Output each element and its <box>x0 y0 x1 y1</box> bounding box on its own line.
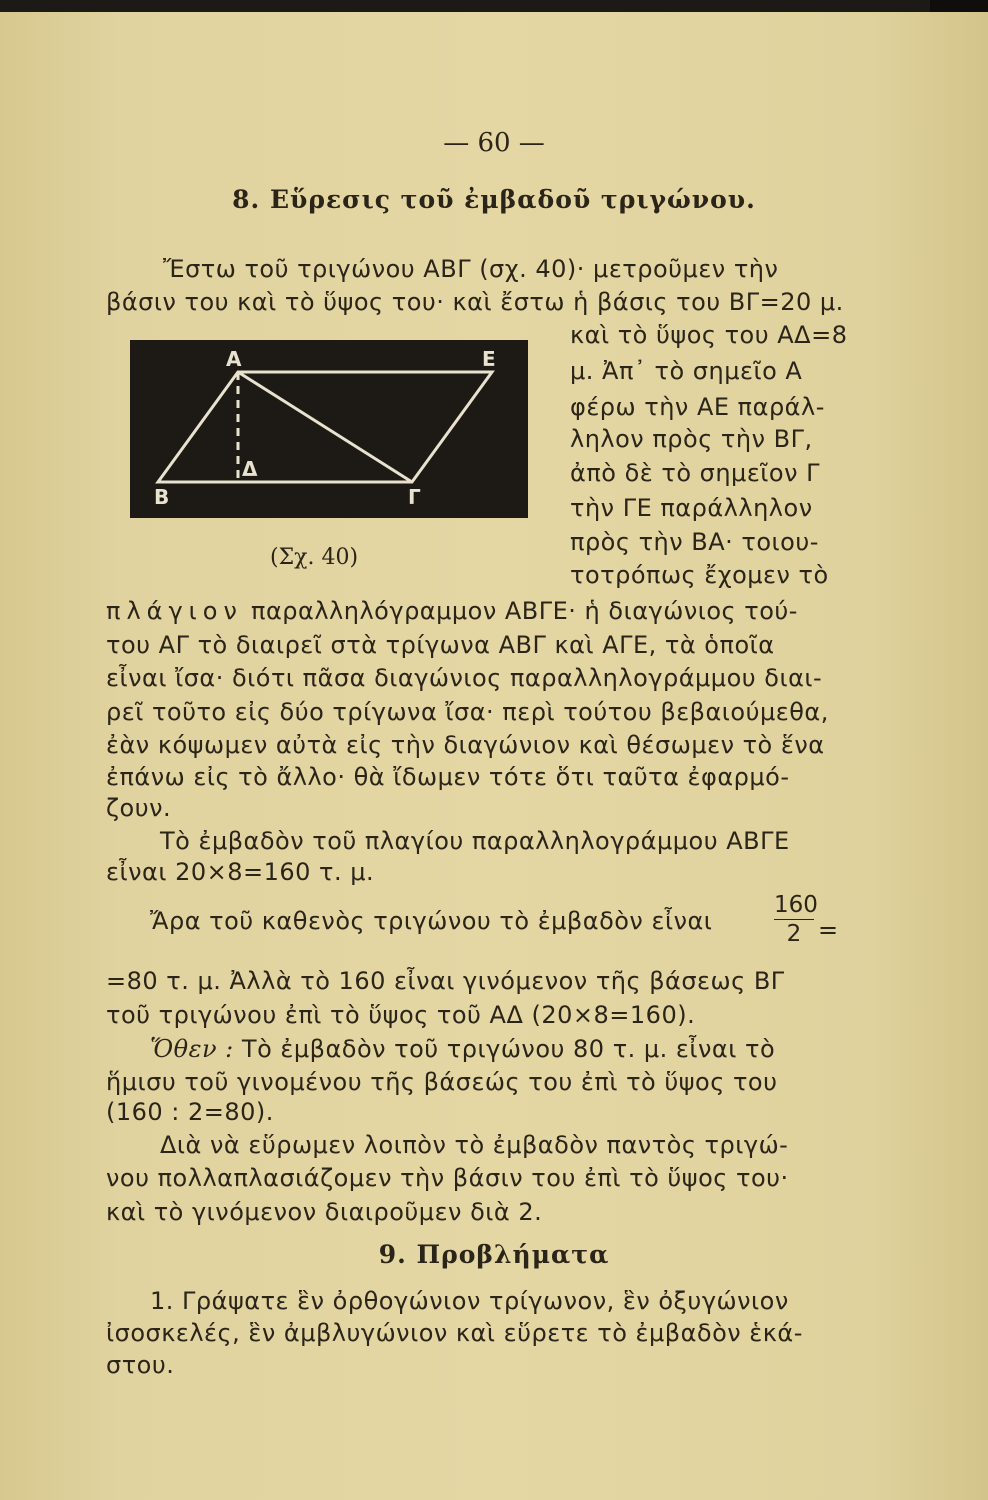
text-line: βάσιν του καὶ τὸ ὕψος του· καὶ ἔστω ἡ βάσις του ΒΓ=20 μ. <box>106 288 844 316</box>
text-line: φέρω τὴν ΑΕ παράλ- <box>570 393 825 421</box>
text-line: εἶναι 20×8=160 τ. μ. <box>106 858 375 886</box>
fraction-160-over-2 <box>774 892 818 947</box>
text-line: Ἔστω τοῦ τριγώνου ΑΒΓ (σχ. 40)· μετροῦμεν τὴν <box>163 255 779 283</box>
text-line: εἶναι ἴσα· διότι πᾶσα διαγώνιος παραλληλογράμμου διαι- <box>106 664 823 692</box>
text-line: Ἄρα τοῦ καθενὸς τριγώνου τὸ ἐμβαδὸν εἶναι <box>150 907 713 935</box>
fraction-bar <box>774 919 814 920</box>
text-line: ζουν. <box>106 794 172 822</box>
text-line: του ΑΓ τὸ διαιρεῖ στὰ τρίγωνα ΑΒΓ καὶ ΑΓΕ, τὰ ὁποῖα <box>106 631 775 659</box>
text-line: τοῦ τριγώνου ἐπὶ τὸ ὕψος τοῦ ΑΔ (20×8=160). <box>106 1001 696 1029</box>
label-A: Α <box>226 347 242 371</box>
text-line: καὶ τὸ γινόμενον διαιροῦμεν διὰ 2. <box>106 1198 543 1226</box>
text-line: ρεῖ τοῦτο εἰς δύο τρίγωνα ἴσα· περὶ τούτου βεβαιούμεθα, <box>106 698 829 726</box>
othen-label: Ὅθεν : <box>150 1035 234 1063</box>
text-line: ἥμισυ τοῦ γινομένου τῆς βάσεώς του ἐπὶ τὸ ὕψος του <box>106 1068 778 1096</box>
text-line: καὶ τὸ ὕψος του ΑΔ=8 <box>570 321 848 349</box>
text-line: 1. Γράψατε ἓν ὀρθογώνιον τρίγωνον, ἓν ὀξυγώνιον <box>150 1287 789 1315</box>
text-line: Τὸ ἐμβαδὸν τοῦ πλαγίου παραλληλογράμμου ΑΒΓΕ <box>160 827 790 855</box>
figure-40 <box>130 340 528 518</box>
text-line: τοτρόπως ἔχομεν τὸ <box>570 561 829 589</box>
text-line: στου. <box>106 1351 175 1379</box>
page-number: — 60 — <box>443 128 545 158</box>
text-line: νου πολλαπλασιάζομεν τὴν βάσιν του ἐπὶ τὸ ὕψος του· <box>106 1164 789 1192</box>
text-line: μ. Ἀπ᾽ τὸ σημεῖο Α <box>570 357 803 385</box>
text-line: ἰσοσκελές, ἓν ἀμβλυγώνιον καὶ εὕρετε τὸ ἐμβαδὸν ἑκά- <box>106 1319 803 1347</box>
text-fragment: παραλληλόγραμμον ΑΒΓΕ· ἡ διαγώνιος τού- <box>251 597 798 625</box>
label-G: Γ <box>408 485 421 509</box>
section-9-heading: 9. Προβλήματα <box>378 1240 610 1269</box>
fraction-numerator: 160 <box>774 892 818 918</box>
equals-sign: = <box>818 916 839 944</box>
text-line: τὴν ΓΕ παράλληλον <box>570 494 813 522</box>
text-line <box>106 596 798 626</box>
text-line: ληλον πρὸς τὴν ΒΓ, <box>570 425 813 453</box>
text-line: (160 : 2=80). <box>106 1098 274 1126</box>
plagion-word: πλάγιον <box>106 597 243 625</box>
label-E: Ε <box>482 347 496 371</box>
text-line <box>150 1034 775 1064</box>
figure-caption: (Σχ. 40) <box>270 545 359 570</box>
text-line: =80 τ. μ. Ἀλλὰ τὸ 160 εἶναι γινόμενον τῆς βάσεως ΒΓ <box>106 967 785 995</box>
text-line: ἀπὸ δὲ τὸ σημεῖον Γ <box>570 459 821 487</box>
section-8-heading: 8. Εὕρεσις τοῦ ἐμβαδοῦ τριγώνου. <box>232 185 756 214</box>
label-D: Δ <box>242 457 258 481</box>
text-line: Διὰ νὰ εὕρωμεν λοιπὸν τὸ ἐμβαδὸν παντὸς τριγώ- <box>160 1131 789 1159</box>
fraction-denominator: 2 <box>786 921 802 947</box>
text-line: ἐὰν κόψωμεν αὐτὰ εἰς τὴν διαγώνιον καὶ θέσωμεν τὸ ἕνα <box>106 731 825 759</box>
scan-top-border <box>0 0 988 12</box>
parallelogram-diagram <box>130 340 528 518</box>
text-fragment: Τὸ ἐμβαδὸν τοῦ τριγώνου 80 τ. μ. εἶναι τὸ <box>241 1035 776 1063</box>
text-line: πρὸς τὴν ΒΑ· τοιου- <box>570 528 819 556</box>
text-line: ἐπάνω εἰς τὸ ἄλλο· θὰ ἴδωμεν τότε ὅτι ταῦτα ἐφαρμό- <box>106 763 790 791</box>
label-B: Β <box>154 485 170 509</box>
